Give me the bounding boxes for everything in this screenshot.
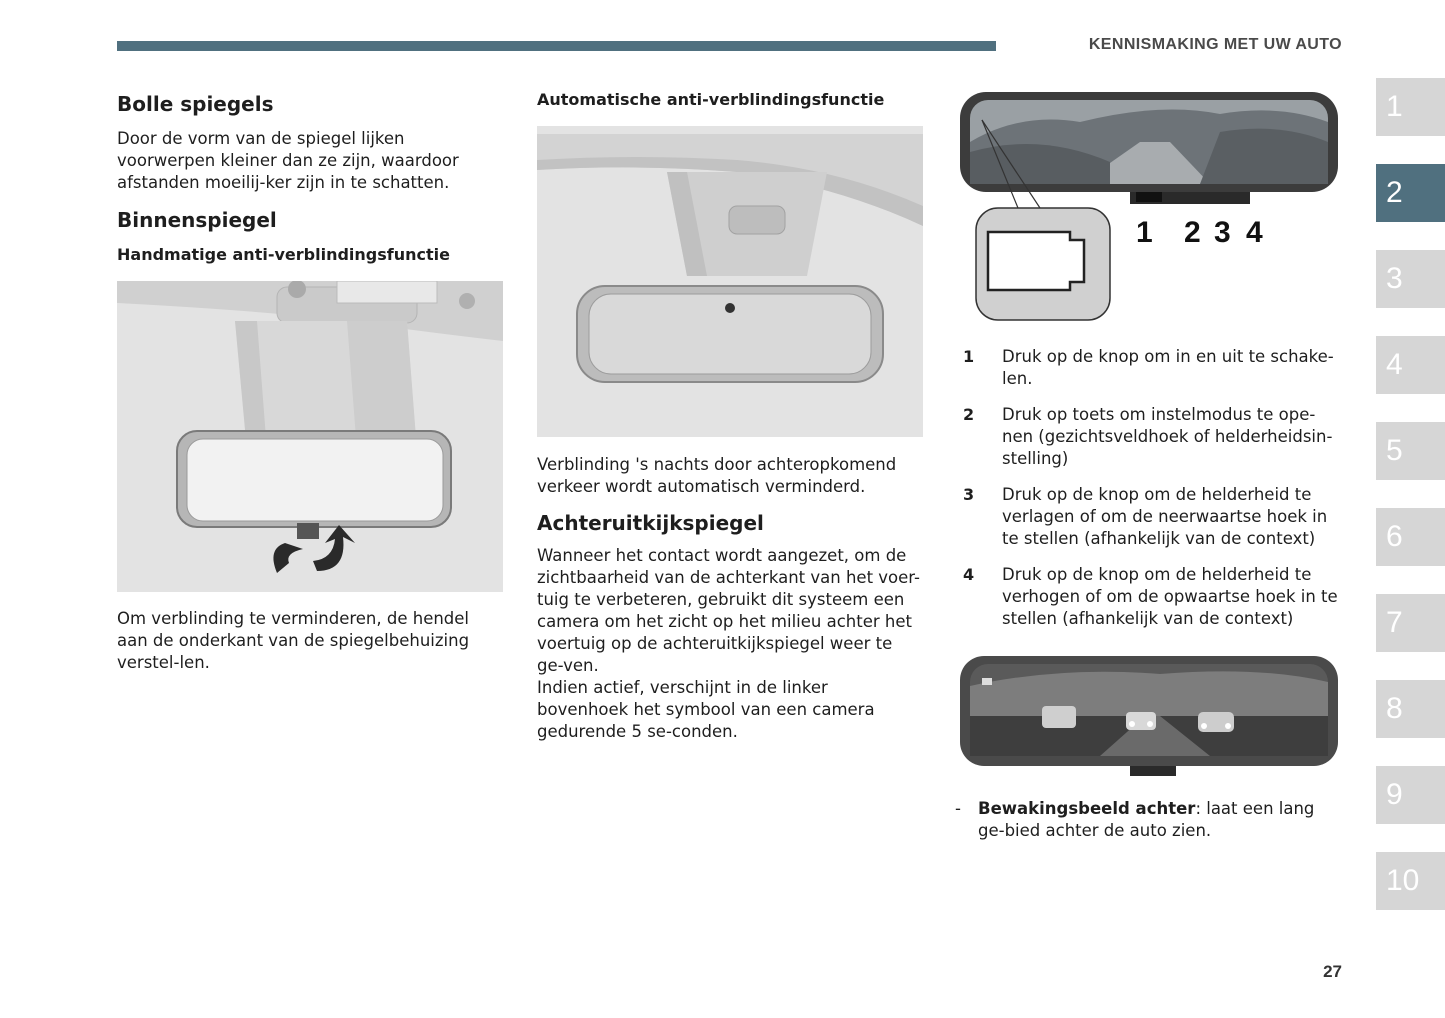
heading-binnenspiegel: Binnenspiegel [117, 208, 277, 232]
chapter-tabs [1376, 78, 1445, 938]
chapter-tab-3[interactable]: 3 [1376, 250, 1445, 308]
paragraph-handmatig: Om verblinding te verminderen, de hendel aan de onderkant van de spiegelbehuizing verstel-len. [117, 609, 470, 672]
rear-view-description: - Bewakingsbeeld achter: laat een lang ge-bied achter de auto zien. [955, 799, 1315, 840]
chapter-tab-5[interactable]: 5 [1376, 422, 1445, 480]
paragraph-achteruitkijkspiegel-2: Indien actief, verschijnt in de linker bovenhoek het symbool van een camera gedurende 5 se-conden. [537, 678, 875, 741]
paragraph-achteruitkijkspiegel-1: Wanneer het contact wordt aangezet, om de zichtbaarheid van de achterkant van het voer-tuig te verbeteren, gebruikt dit systeem een camera om het zicht op het milieu achter het voertuig op de achteruitkijkspiegel weer te ge-ven. [537, 546, 920, 675]
section-title: KENNISMAKING MET UW AUTO [1088, 36, 1342, 53]
chapter-tab-6[interactable]: 6 [1376, 508, 1445, 566]
paragraph-automatisch: Verblinding 's nachts door achteropkomend verkeer wordt automatisch verminderd. [537, 455, 897, 496]
list-item: 4 Druk op de knop om de helderheid te verhogen of om de opwaartse hoek in te stellen (afhankelijk van de context) [963, 565, 1338, 628]
chapter-tab-1[interactable]: 1 [1376, 78, 1445, 136]
callout-3: 3 [1214, 216, 1231, 249]
chapter-tab-10[interactable]: 10 [1376, 852, 1445, 910]
figure-digital-mirror-buttons [960, 92, 1340, 324]
figure-manual-mirror [117, 281, 503, 592]
list-item: 3 Druk op de knop om de helderheid te verlagen of om de neerwaartse hoek in te stellen (afhankelijk van de context) [963, 485, 1328, 548]
chapter-tab-4[interactable]: 4 [1376, 336, 1445, 394]
paragraph-bolle-spiegels: Door de vorm van de spiegel lijken voorwerpen kleiner dan ze zijn, waardoor afstanden moeilij-ker zijn in te schatten. [117, 129, 459, 192]
heading-bolle-spiegels: Bolle spiegels [117, 92, 274, 116]
column-middle [537, 88, 923, 743]
chapter-tab-8[interactable]: 8 [1376, 680, 1445, 738]
heading-automatisch: Automatische anti-verblindingsfunctie [537, 90, 885, 109]
column-left [117, 88, 503, 674]
list-item: 2 Druk op toets om instelmodus te ope-nen (gezichtsveldhoek of helderheidsin-stelling) [963, 405, 1333, 468]
page-number: 27 [1323, 962, 1342, 981]
list-item: 1 Druk op de knop om in en uit te schake-len. [963, 347, 1334, 388]
button-list [960, 346, 1340, 630]
chapter-tab-9[interactable]: 9 [1376, 766, 1445, 824]
callout-4: 4 [1246, 216, 1263, 249]
figure-auto-mirror [537, 126, 923, 437]
heading-achteruitkijkspiegel: Achteruitkijkspiegel [537, 511, 764, 535]
chapter-tab-2[interactable]: 2 [1376, 164, 1445, 222]
callout-2: 2 [1184, 216, 1201, 249]
figure-digital-mirror-rear-view [960, 656, 1340, 780]
callout-1: 1 [1136, 216, 1153, 249]
header-bar [117, 41, 996, 51]
column-right [955, 92, 1340, 842]
chapter-tab-7[interactable]: 7 [1376, 594, 1445, 652]
heading-handmatig: Handmatige anti-verblindingsfunctie [117, 245, 450, 264]
